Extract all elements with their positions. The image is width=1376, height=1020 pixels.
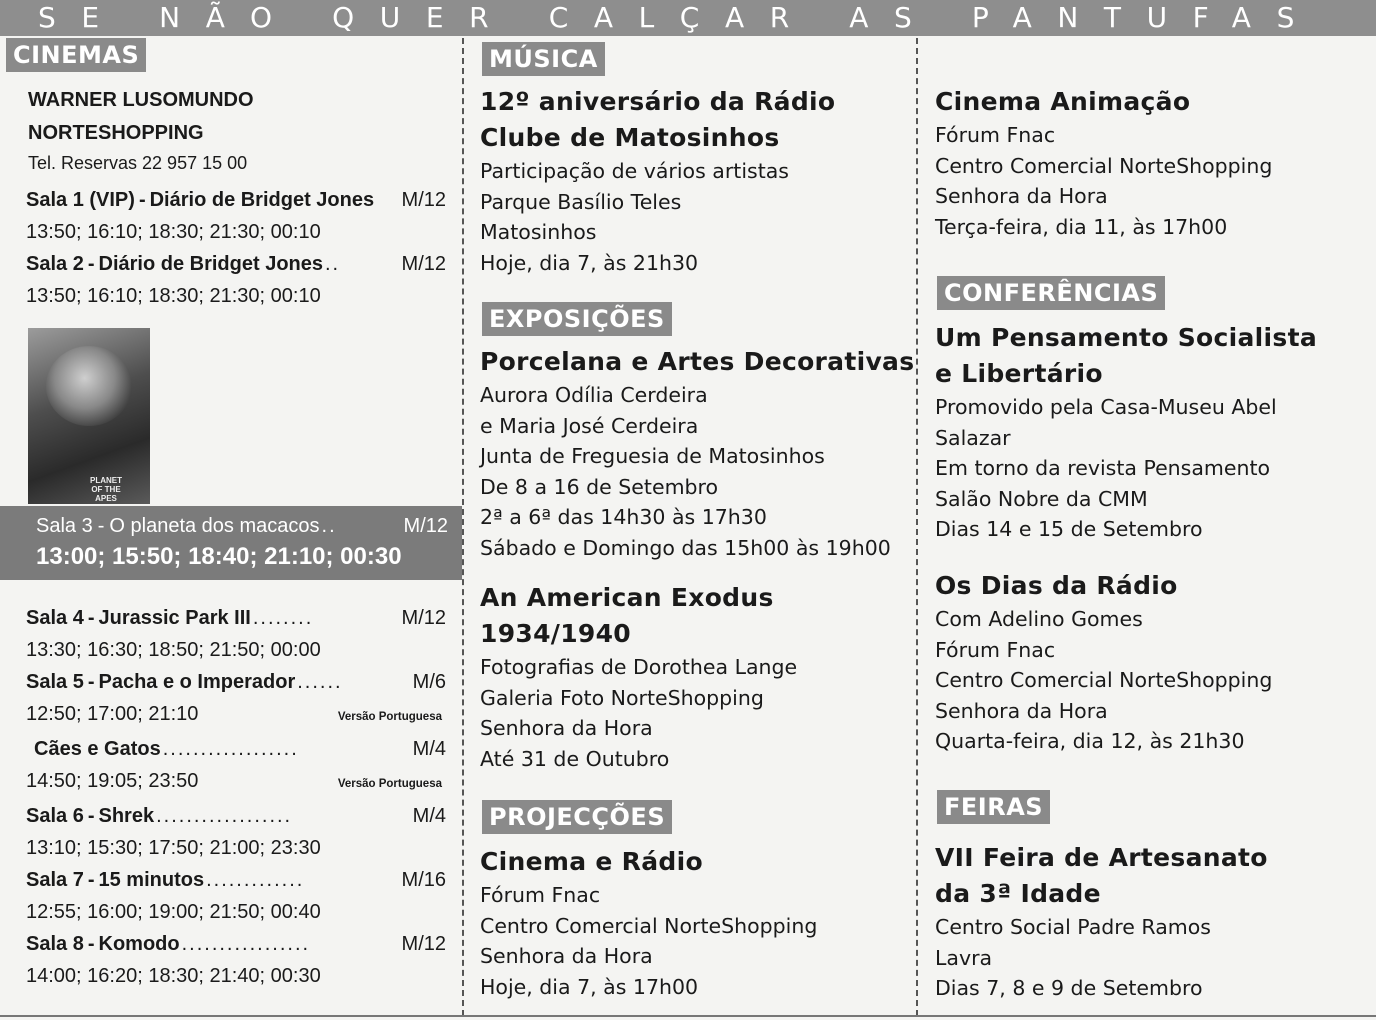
event-detail: Parque Basílio Teles: [480, 189, 682, 214]
bottom-rule: [0, 1015, 1376, 1017]
film-separator: -: [87, 607, 95, 629]
page-banner: [0, 0, 1376, 36]
film-title: Shrek: [98, 805, 155, 827]
event-detail: Em torno da revista Pensamento: [935, 456, 1271, 480]
event-title: Cinema e Rádio: [480, 847, 703, 876]
film-separator: -: [87, 933, 95, 955]
event-detail: Salazar: [935, 425, 1011, 450]
film-rating: M/12: [403, 515, 448, 537]
conferencia-event-1: [935, 320, 1317, 545]
film-separator: -: [138, 189, 146, 211]
section-label-conferencias: CONFERÊNCIAS: [937, 276, 1165, 310]
film-title: Diário de Bridget Jones: [149, 189, 375, 211]
section-label-cinemas: CINEMAS: [6, 38, 146, 72]
event-detail: e Maria José Cerdeira: [480, 413, 699, 438]
feira-event: [935, 840, 1268, 1004]
film-title: Cães e Gatos: [34, 738, 161, 760]
event-detail: Aurora Odília Cerdeira: [480, 383, 708, 407]
cinema-venue: [28, 84, 254, 176]
film-sala: Sala 4: [26, 607, 84, 629]
featured-film-row: [36, 512, 448, 540]
film-times: 14:50; 19:05; 23:50: [26, 770, 199, 792]
event-detail: De 8 a 16 de Setembro: [480, 474, 719, 499]
event-detail: 2ª a 6ª das 14h30 às 17h30: [480, 505, 767, 529]
conferencia-event-2: [935, 568, 1272, 757]
section-label-exposicoes: EXPOSIÇÕES: [482, 302, 672, 336]
events-column-center: [464, 36, 916, 1020]
film-rating: M/12: [401, 933, 446, 955]
film-times: 14:00; 16:20; 18:30; 21:40; 00:30: [26, 965, 321, 987]
film-rating: M/4: [412, 738, 446, 760]
event-detail: Fórum Fnac: [935, 637, 1056, 662]
event-detail: Dias 7, 8 e 9 de Setembro: [935, 976, 1203, 1000]
event-detail: Fórum Fnac: [935, 123, 1056, 147]
film-dots: .............: [206, 869, 305, 891]
film-row: [26, 928, 446, 960]
event-detail: Até 31 de Outubro: [480, 746, 670, 771]
event-title: Clube de Matosinhos: [480, 123, 780, 152]
film-row: [26, 602, 446, 634]
event-detail: Centro Comercial NorteShopping: [480, 913, 818, 938]
events-column-right: [920, 36, 1376, 1020]
film-times: 13:10; 15:30; 17:50; 21:00; 23:30: [26, 837, 321, 859]
film-times: 13:30; 16:30; 18:50; 21:50; 00:00: [26, 639, 321, 661]
film-times: 13:50; 16:10; 18:30; 21:30; 00:10: [26, 221, 321, 243]
event-detail: Centro Comercial NorteShopping: [935, 668, 1273, 692]
film-title: Komodo: [98, 933, 180, 955]
film-sala: Sala 3: [36, 515, 93, 537]
film-sala: Sala 1 (VIP): [26, 189, 135, 211]
event-title: VII Feira de Artesanato: [935, 843, 1268, 872]
event-detail: Junta de Freguesia de Matosinhos: [480, 444, 825, 468]
film-rating: M/6: [412, 671, 446, 693]
event-title: Um Pensamento Socialista: [935, 323, 1317, 352]
event-detail: Centro Social Padre Ramos: [935, 915, 1211, 939]
film-rating: M/12: [401, 607, 446, 629]
film-rating: M/12: [401, 253, 446, 275]
film-version-note: Versão Portuguesa: [337, 778, 442, 790]
film-times: 13:50; 16:10; 18:30; 21:30; 00:10: [26, 285, 321, 307]
film-times-row: [26, 634, 446, 666]
event-title: e Libertário: [935, 359, 1103, 388]
film-separator: -: [87, 671, 95, 693]
section-label-feiras: FEIRAS: [937, 790, 1050, 824]
film-row: [26, 733, 446, 765]
event-detail: Fotografias de Dorothea Lange: [480, 655, 798, 679]
event-detail: Participação de vários artistas: [480, 159, 789, 183]
film-times: 12:55; 16:00; 19:00; 21:50; 00:40: [26, 901, 321, 923]
film-sala: Sala 2: [26, 253, 84, 275]
film-dots: ..................: [156, 805, 293, 827]
event-detail: Senhora da Hora: [480, 944, 653, 968]
event-detail: Salão Nobre da CMM: [935, 486, 1148, 511]
event-title: 1934/1940: [480, 619, 631, 648]
venue-location: NORTESHOPPING: [28, 122, 204, 144]
film-times-row: [26, 280, 446, 312]
film-dots: ..: [325, 253, 341, 275]
event-title: Os Dias da Rádio: [935, 571, 1178, 600]
film-times-row: [26, 960, 446, 992]
film-title: O planeta dos macacos: [109, 515, 320, 537]
film-separator: -: [87, 869, 95, 891]
exposicao-event-2: [480, 580, 797, 774]
film-row: [26, 184, 446, 216]
event-detail: Senhora da Hora: [480, 716, 653, 740]
film-list-bottom: [26, 602, 446, 992]
film-sala: Sala 8: [26, 933, 84, 955]
ape-face-graphic: [46, 346, 132, 426]
event-title: da 3ª Idade: [935, 879, 1101, 908]
film-row: [26, 800, 446, 832]
venue-name: WARNER LUSOMUNDO: [28, 89, 254, 111]
film-sala: Sala 7: [26, 869, 84, 891]
film-row: [26, 248, 446, 280]
film-rating: M/16: [401, 869, 446, 891]
event-title: Cinema Animação: [935, 87, 1191, 116]
event-detail: Hoje, dia 7, às 21h30: [480, 250, 699, 275]
film-rating: M/4: [412, 805, 446, 827]
film-list-top: [26, 184, 446, 312]
event-detail: Hoje, dia 7, às 17h00: [480, 974, 699, 999]
event-detail: Quarta-feira, dia 12, às 21h30: [935, 729, 1245, 753]
event-detail: Centro Comercial NorteShopping: [935, 153, 1273, 178]
film-dots: ..................: [162, 738, 299, 760]
film-title: Jurassic Park III: [98, 607, 251, 629]
event-detail: Senhora da Hora: [935, 698, 1108, 723]
exposicao-event-1: [480, 344, 914, 563]
event-detail: Promovido pela Casa-Museu Abel: [935, 395, 1277, 419]
featured-film-times: 13:00; 15:50; 18:40; 21:10; 00:30: [36, 543, 402, 570]
film-separator: -: [97, 515, 105, 537]
film-row: [26, 666, 446, 698]
event-detail: Fórum Fnac: [480, 883, 601, 907]
film-times-row: [26, 216, 446, 248]
section-label-musica: MÚSICA: [482, 42, 605, 76]
banner-text: SE NÃO QUER CALÇAR AS PANTUFAS: [38, 1, 1320, 34]
cinema-animacao-event: [935, 84, 1272, 242]
film-title: 15 minutos: [98, 869, 205, 891]
film-dots: .................: [181, 933, 311, 955]
film-dots: ......: [297, 671, 343, 693]
event-detail: Sábado e Domingo das 15h00 às 19h00: [480, 535, 891, 560]
film-row: [26, 864, 446, 896]
column-divider-2: [916, 38, 918, 1016]
film-times-row: [26, 698, 446, 733]
event-detail: Dias 14 e 15 de Setembro: [935, 517, 1203, 541]
film-title: Diário de Bridget Jones: [98, 253, 323, 275]
event-detail: Senhora da Hora: [935, 184, 1108, 208]
film-separator: -: [87, 805, 95, 827]
musica-events: [480, 84, 835, 278]
film-sala: Sala 5: [26, 671, 84, 693]
film-times-row: [26, 896, 446, 928]
film-version-note: Versão Portuguesa: [337, 711, 442, 723]
film-dots: ........: [252, 607, 314, 629]
cinemas-column: [0, 36, 462, 1020]
poster-title: PLANET OF THE APES: [90, 476, 122, 503]
projeccoes-events: [480, 844, 817, 1002]
event-detail: Galeria Foto NorteShopping: [480, 685, 764, 710]
section-label-projeccoes: PROJECÇÕES: [482, 800, 672, 834]
event-detail: Terça-feira, dia 11, às 17h00: [935, 214, 1228, 239]
event-title: 12º aniversário da Rádio: [480, 87, 836, 116]
event-detail: Matosinhos: [480, 220, 597, 244]
film-title: Pacha e o Imperador: [98, 671, 296, 693]
venue-phone: Tel. Reservas 22 957 15 00: [28, 153, 248, 173]
event-detail: Com Adelino Gomes: [935, 607, 1143, 631]
event-title: Porcelana e Artes Decorativas: [480, 347, 915, 376]
film-times: 12:50; 17:00; 21:10: [26, 703, 199, 725]
film-times-row: [26, 765, 446, 800]
film-rating: M/12: [401, 189, 446, 211]
featured-film: [0, 506, 462, 580]
movie-poster: [28, 328, 150, 504]
event-detail: Lavra: [935, 945, 993, 970]
film-times-row: [26, 832, 446, 864]
film-separator: -: [87, 253, 95, 275]
event-title: An American Exodus: [480, 583, 774, 612]
film-sala: Sala 6: [26, 805, 84, 827]
film-dots: ..: [321, 515, 337, 537]
